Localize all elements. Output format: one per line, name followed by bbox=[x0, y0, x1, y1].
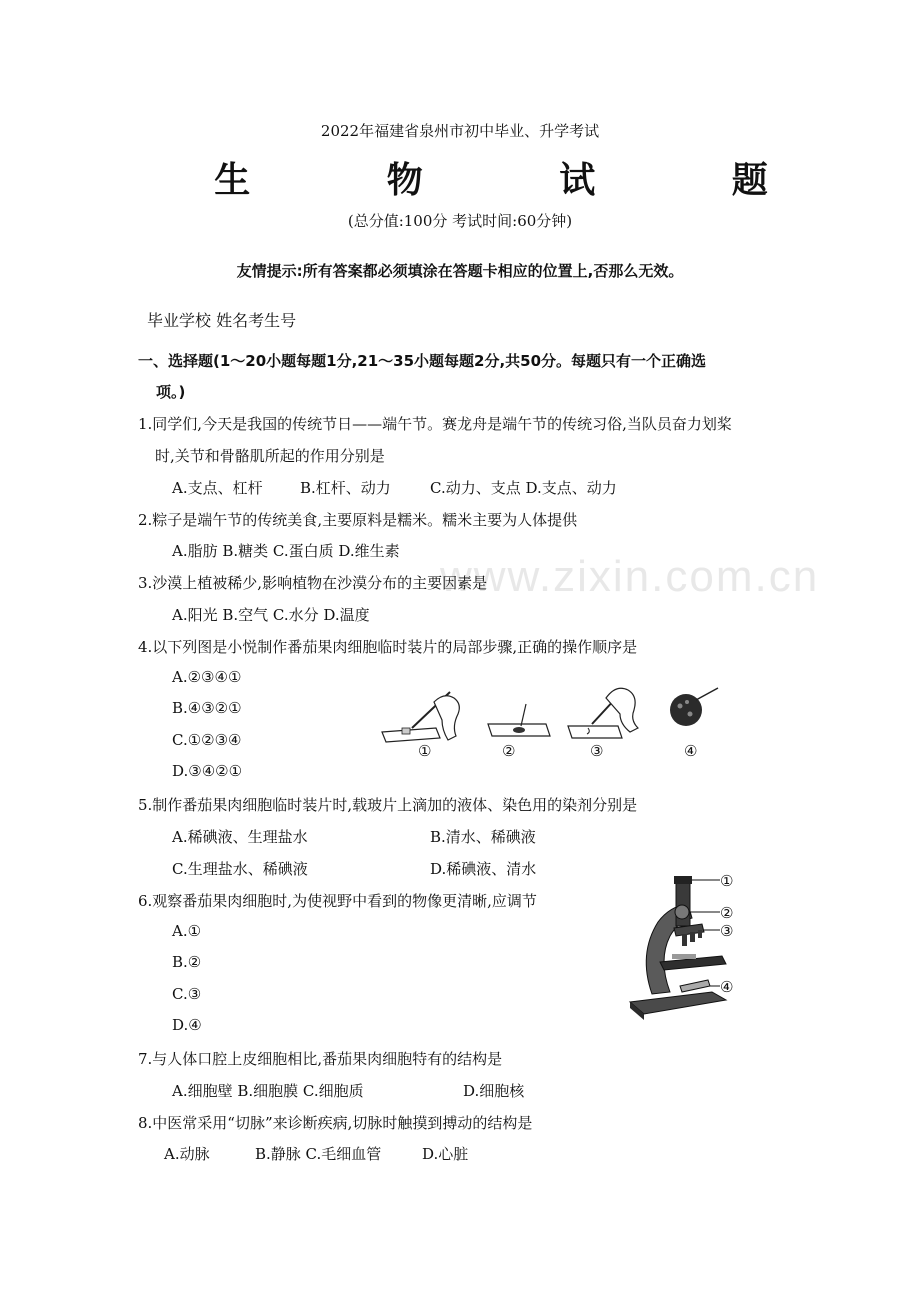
score-time-info: (总分值:100分 考试时间:60分钟) bbox=[347, 212, 573, 230]
q4-option-a: A.②③④① bbox=[172, 668, 242, 686]
step4-cell-drawing bbox=[670, 688, 718, 726]
microscope-label-4: ④ bbox=[720, 978, 734, 996]
q1-stem-line2: 时,关节和骨骼肌所起的作用分别是 bbox=[155, 447, 385, 465]
step3-dropper-drawing bbox=[568, 688, 638, 738]
microscope-label-1: ① bbox=[720, 872, 734, 890]
q6-option-a: A.① bbox=[172, 922, 202, 940]
figure-label-4: ④ bbox=[684, 742, 698, 760]
student-info-line: 毕业学校 姓名考生号 bbox=[147, 311, 297, 330]
q5-option-b: B.清水、稀碘液 bbox=[430, 828, 536, 846]
q5-stem: 5.制作番茄果肉细胞临时装片时,载玻片上滴加的液体、染色用的染剂分别是 bbox=[138, 796, 638, 814]
q4-option-d: D.③④②① bbox=[172, 762, 243, 780]
page-title: 生 物 试 题 bbox=[214, 159, 830, 201]
microscope-label-2: ② bbox=[720, 904, 734, 922]
microscope-figure bbox=[622, 868, 772, 1022]
section-heading-line1: 一、选择题(1～20小题每题1分,21～35小题每题2分,共50分。每题只有一个正确选 bbox=[138, 352, 707, 370]
q6-option-c: C.③ bbox=[172, 985, 202, 1003]
q8-option-d: D.心脏 bbox=[422, 1145, 469, 1163]
microscope-label-3: ③ bbox=[720, 922, 734, 940]
q6-option-d: D.④ bbox=[172, 1016, 202, 1034]
q8-option-bc: B.静脉 C.毛细血管 bbox=[255, 1145, 382, 1163]
q5-option-a: A.稀碘液、生理盐水 bbox=[172, 828, 308, 846]
q2-options: A.脂肪 B.糖类 C.蛋白质 D.维生素 bbox=[172, 542, 400, 560]
q3-stem: 3.沙漠上植被稀少,影响植物在沙漠分布的主要因素是 bbox=[138, 574, 488, 592]
figure-label-2: ② bbox=[502, 742, 516, 760]
q8-stem: 8.中医常采用“切脉”来诊断疾病,切脉时触摸到搏动的结构是 bbox=[138, 1114, 533, 1132]
q1-option-a: A.支点、杠杆 bbox=[172, 479, 263, 497]
figure-label-1: ① bbox=[418, 742, 432, 760]
q5-option-d: D.稀碘液、清水 bbox=[430, 860, 537, 878]
section-heading-line2: 项。) bbox=[156, 383, 186, 401]
q4-stem: 4.以下列图是小悦制作番茄果肉细胞临时装片的局部步骤,正确的操作顺序是 bbox=[138, 638, 638, 656]
q5-option-c: C.生理盐水、稀碘液 bbox=[172, 860, 308, 878]
microscope-drawing bbox=[630, 876, 726, 1020]
q1-option-b: B.杠杆、动力 bbox=[300, 479, 391, 497]
q2-stem: 2.粽子是端午节的传统美食,主要原料是糯米。糯米主要为人体提供 bbox=[138, 511, 578, 529]
q1-stem-line1: 1.同学们,今天是我国的传统节日——端午节。赛龙舟是端午节的传统习俗,当队员奋力划桨 bbox=[138, 415, 732, 433]
step1-dropper-drawing bbox=[382, 692, 459, 742]
q7-option-d: D.细胞核 bbox=[463, 1082, 525, 1100]
q3-options: A.阳光 B.空气 C.水分 D.温度 bbox=[172, 606, 370, 624]
q1-option-cd: C.动力、支点 D.支点、动力 bbox=[430, 479, 617, 497]
exam-line: 2022年福建省泉州市初中毕业、升学考试 bbox=[320, 122, 600, 140]
q7-stem: 7.与人体口腔上皮细胞相比,番茄果肉细胞特有的结构是 bbox=[138, 1050, 503, 1068]
figure-label-3: ③ bbox=[590, 742, 604, 760]
q4-option-c: C.①②③④ bbox=[172, 731, 242, 749]
slide-preparation-figure bbox=[378, 684, 724, 764]
q6-option-b: B.② bbox=[172, 953, 202, 971]
q6-stem: 6.观察番茄果肉细胞时,为使视野中看到的物像更清晰,应调节 bbox=[138, 892, 537, 910]
q8-option-a: A.动脉 bbox=[164, 1145, 210, 1163]
watermark: www.zixin.com.cn bbox=[440, 552, 820, 601]
q4-option-b: B.④③②① bbox=[172, 699, 242, 717]
step2-slide-drawing bbox=[488, 704, 550, 736]
notice: 友情提示:所有答案都必须填涂在答题卡相应的位置上,否那么无效。 bbox=[236, 262, 684, 280]
q7-option-abc: A.细胞壁 B.细胞膜 C.细胞质 bbox=[172, 1082, 364, 1100]
